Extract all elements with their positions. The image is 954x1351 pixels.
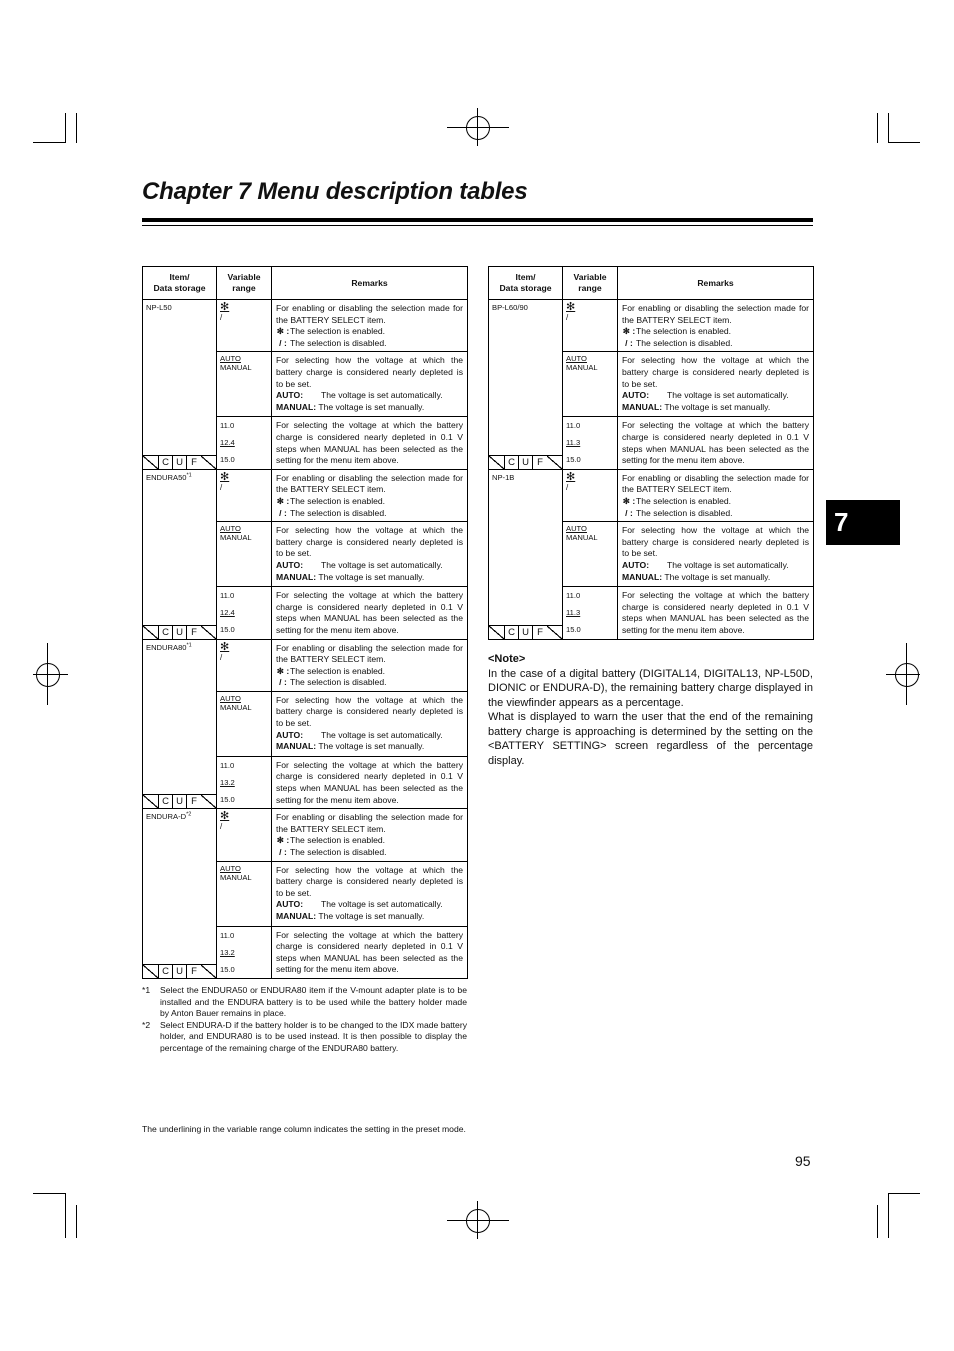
range-select: ✻ /	[217, 639, 272, 691]
footnote	[142, 1020, 467, 1055]
table-header-row	[489, 267, 814, 300]
item-name: NP-L50	[146, 303, 172, 312]
range-mode: AUTO MANUAL	[563, 352, 618, 417]
item-name: NP-1B	[492, 472, 515, 482]
item-cell	[143, 639, 217, 809]
chapter-title: Chapter 7 Menu description tables	[142, 178, 528, 205]
remarks-mode: For selecting how the voltage at which the battery charge is considered nearly depleted is to be set. AUTO: The voltage is set automatically. MANUAL: The voltage is set manually.	[618, 522, 814, 587]
item-name: ENDURA80$^{*1}$	[146, 641, 192, 652]
range-select: ✻ /	[563, 300, 618, 352]
remarks-mode: For selecting how the voltage at which the battery charge is considered nearly depleted is to be set. AUTO: The voltage is set automatically. MANUAL: The voltage is set manually.	[272, 352, 468, 417]
table-row	[143, 639, 468, 691]
title-rule	[142, 218, 813, 222]
item-name: BP-L60/90	[492, 303, 528, 312]
remarks-select: For enabling or disabling the selection made for the BATTERY SELECT item. ✻ :The selection is enabled. / : The selection is disabled.	[618, 300, 814, 352]
note-block	[488, 652, 813, 768]
note-heading: <Note>	[488, 653, 526, 665]
item-cell	[489, 300, 563, 470]
item-name: ENDURA-$D^{*2}$	[146, 811, 192, 822]
cuf-indicator: C U F	[143, 964, 216, 978]
cuf-indicator: C U F	[143, 794, 216, 808]
range-mode: AUTO MANUAL	[217, 691, 272, 756]
remarks-mode: For selecting how the voltage at which the battery charge is considered nearly depleted is to be set. AUTO: The voltage is set automatically. MANUAL: The voltage is set manually.	[618, 352, 814, 417]
remarks-voltage: For selecting the voltage at which the battery charge is considered nearly depleted in 0.1 V steps when MANUAL has been selected as the setting for the menu item above.	[618, 417, 814, 469]
remarks-voltage: For selecting the voltage at which the battery charge is considered nearly depleted in 0.1 V steps when MANUAL has been selected as the setting for the menu item above.	[272, 587, 468, 639]
range-voltage: 11.0 11.3 15.0	[563, 417, 618, 469]
item-cell	[143, 469, 217, 639]
table-row	[143, 469, 468, 521]
remarks-select: For enabling or disabling the selection made for the BATTERY SELECT item. ✻ :The selection is enabled. / : The selection is disabled.	[618, 469, 814, 521]
preset-underline-note: The underlining in the variable range column indicates the setting in the preset mode.	[142, 1124, 466, 1134]
range-voltage: 11.0 11.3 15.0	[563, 587, 618, 639]
range-voltage: 11.0 12.4 15.0	[217, 587, 272, 639]
header-range: Variable range	[217, 267, 272, 300]
header-range: Variable range	[563, 267, 618, 300]
remarks-select: For enabling or disabling the selection made for the BATTERY SELECT item. ✻ :The selection is enabled. / : The selection is disabled.	[272, 469, 468, 521]
remarks-voltage: For selecting the voltage at which the battery charge is considered nearly depleted in 0.1 V steps when MANUAL has been selected as the setting for the menu item above.	[272, 417, 468, 469]
range-select: ✻ /	[563, 469, 618, 521]
range-select: ✻ /	[217, 809, 272, 861]
range-select: ✻ /	[217, 300, 272, 352]
item-cell	[489, 469, 563, 639]
remarks-voltage: For selecting the voltage at which the battery charge is considered nearly depleted in 0.1 V steps when MANUAL has been selected as the setting for the menu item above.	[272, 926, 468, 978]
title-rule-thin	[142, 225, 813, 226]
remarks-voltage: For selecting the voltage at which the battery charge is considered nearly depleted in 0.1 V steps when MANUAL has been selected as the setting for the menu item above.	[272, 756, 468, 808]
note-paragraph-1: In the case of a digital battery (DIGITAL14, DIGITAL13, NP-L50D, DIONIC or ENDURA-D), the remaining battery charge displayed in the viewfinder appears as a percentage.	[488, 667, 813, 709]
footnote-mark: *2	[142, 1019, 151, 1030]
page-number: 95	[795, 1153, 811, 1169]
table-row	[143, 300, 468, 352]
chapter-tab: 7	[826, 500, 900, 545]
item-name: ENDURA50$^{*1}$	[146, 472, 192, 482]
remarks-select: For enabling or disabling the selection made for the BATTERY SELECT item. ✻ :The selection is enabled. / : The selection is disabled.	[272, 639, 468, 691]
menu-table-left	[142, 266, 468, 979]
menu-table-right	[488, 266, 814, 640]
item-cell	[143, 300, 217, 470]
remarks-voltage: For selecting the voltage at which the battery charge is considered nearly depleted in 0.1 V steps when MANUAL has been selected as the setting for the menu item above.	[618, 587, 814, 639]
cuf-indicator: C U F	[489, 625, 562, 639]
header-remarks: Remarks	[618, 267, 814, 300]
remarks-mode: For selecting how the voltage at which the battery charge is considered nearly depleted is to be set. AUTO: The voltage is set automatically. MANUAL: The voltage is set manually.	[272, 691, 468, 756]
header-remarks: Remarks	[272, 267, 468, 300]
item-cell	[143, 809, 217, 979]
range-mode: AUTO MANUAL	[217, 352, 272, 417]
table-header-row	[143, 267, 468, 300]
range-mode: AUTO MANUAL	[563, 522, 618, 587]
range-voltage: 11.0 13.2 15.0	[217, 756, 272, 808]
header-item: Item/ Data storage	[143, 267, 217, 300]
footnotes	[142, 985, 467, 1054]
cuf-indicator: C U F	[489, 455, 562, 469]
footnote-mark: *1	[142, 985, 151, 995]
footnote-text: Select ENDURA-D if the battery holder is to be changed to the IDX made battery holder, and ENDURA80 is to be used instead. It is then possible to display the percentage of the remaining charge of the ENDURA80 battery.	[160, 1019, 467, 1053]
footnote-text: Select the ENDURA50 or ENDURA80 item if the V-mount adapter plate is to be installed and the ENDURA battery is to be used while the battery holder made by Anton Bauer remains in place.	[160, 985, 467, 1018]
cuf-indicator: C U F	[143, 455, 216, 469]
table-row	[143, 809, 468, 861]
footnote	[142, 985, 467, 1020]
remarks-mode: For selecting how the voltage at which the battery charge is considered nearly depleted is to be set. AUTO: The voltage is set automatically. MANUAL: The voltage is set manually.	[272, 861, 468, 926]
remarks-select: For enabling or disabling the selection made for the BATTERY SELECT item. ✻ :The selection is enabled. / : The selection is disabled.	[272, 809, 468, 861]
note-paragraph-2: What is displayed to warn the user that the end of the remaining battery charge is approaching is determined by the setting on the <BATTERY SETTING> screen regardless of the percentage display.	[488, 711, 813, 767]
header-item: Item/ Data storage	[489, 267, 563, 300]
cuf-indicator: C U F	[143, 625, 216, 639]
range-select: ✻ /	[217, 469, 272, 521]
remarks-mode: For selecting how the voltage at which the battery charge is considered nearly depleted is to be set. AUTO: The voltage is set automatically. MANUAL: The voltage is set manually.	[272, 522, 468, 587]
table-row	[489, 469, 814, 521]
range-voltage: 11.0 12.4 15.0	[217, 417, 272, 469]
table-row	[489, 300, 814, 352]
range-mode: AUTO MANUAL	[217, 522, 272, 587]
range-mode: AUTO MANUAL	[217, 861, 272, 926]
remarks-select: For enabling or disabling the selection made for the BATTERY SELECT item. ✻ :The selection is enabled. / : The selection is disabled.	[272, 300, 468, 352]
range-voltage: 11.0 13.2 15.0	[217, 926, 272, 978]
